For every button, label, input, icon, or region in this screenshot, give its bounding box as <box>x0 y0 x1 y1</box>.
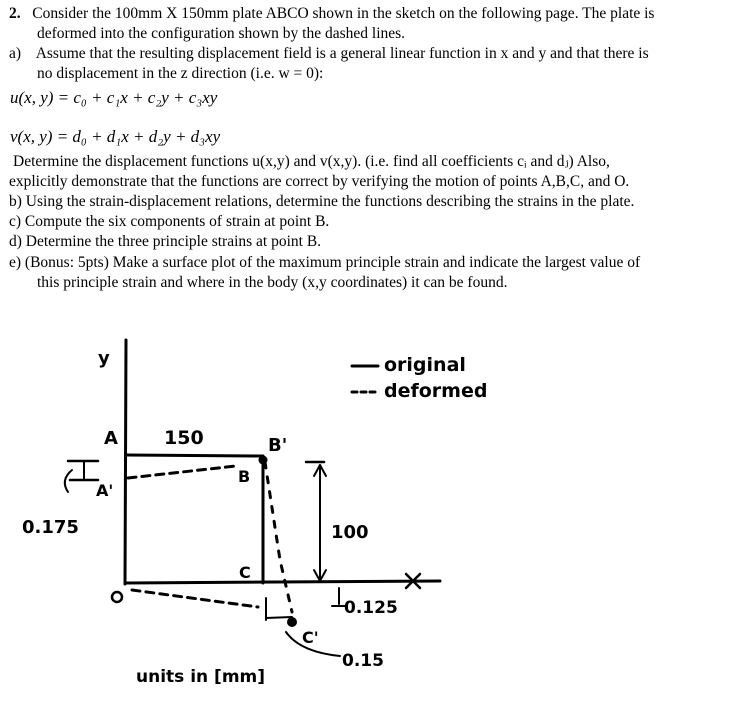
part-a-text: Assume that the resulting displacement field is a general linear function in x and y and that there is <box>35 45 649 62</box>
original-top-edge <box>126 455 262 456</box>
part-e-cont: this principle strain and where in the body (x,y coordinates) it can be found. <box>37 274 508 291</box>
label-units: units in [mm] <box>136 667 266 687</box>
point-B-marker <box>259 456 268 465</box>
problem-intro-cont: deformed into the configuration shown by the dashed lines. <box>37 25 406 42</box>
point-O-marker <box>112 592 122 602</box>
label-B: B <box>238 467 251 486</box>
label-C-down: 0.125 <box>344 598 398 618</box>
label-y: y <box>98 348 110 369</box>
label-C: C <box>239 563 251 582</box>
point-C-prime-marker <box>287 617 297 627</box>
problem-number: 2. <box>9 5 21 22</box>
label-C-prime: C' <box>302 628 319 647</box>
problem-intro: Consider the 100mm X 150mm plate ABCO shown in the sketch on the following page. The plate is <box>32 5 655 22</box>
equation-v: v(x, y) = d₀ + d₁x + d₂y + d₃xy <box>10 127 221 146</box>
determine-line-1: Determine the displacement functions u(x,y) and v(x,y). (i.e. find all coefficients cᵢ and dⱼ) Also, <box>13 153 610 170</box>
part-c: c) Compute the six components of strain at point B. <box>9 213 330 230</box>
part-a-text-cont: no displacement in the z direction (i.e. w = 0): <box>37 65 324 82</box>
legend-original: original <box>384 354 466 376</box>
label-A: A <box>104 428 118 449</box>
legend-deformed: deformed <box>384 380 488 402</box>
part-e: e) (Bonus: 5pts) Make a surface plot of the maximum principle strain and indicate the largest value of <box>9 254 641 271</box>
x-axis <box>125 581 440 583</box>
deformed-bottom-edge <box>132 590 258 607</box>
deformed-right-edge <box>265 462 292 612</box>
label-x: x <box>440 600 441 601</box>
label-width: 150 <box>164 427 204 449</box>
part-b: b) Using the strain-displacement relations, determine the functions describing the strains in the plate. <box>9 193 635 210</box>
label-B-prime: B' <box>268 435 288 456</box>
label-O: O <box>104 589 118 608</box>
equation-u: u(x, y) = c₀ + c₁x + c₂y + c₃xy <box>10 88 218 107</box>
label-A-shift: 0.175 <box>22 517 79 538</box>
label-height: 100 <box>331 522 369 543</box>
label-C-side: 0.15 <box>342 651 384 671</box>
determine-line-2: explicitly demonstrate that the functions are correct by verifying the motion of points A,B,C, and O. <box>9 173 630 190</box>
c-side-dim <box>266 617 292 618</box>
label-A-prime: A' <box>96 481 114 500</box>
part-a-label: a) <box>9 45 22 62</box>
deformed-top-edge <box>128 466 236 478</box>
y-axis <box>125 340 126 584</box>
part-d: d) Determine the three principle strains at point B. <box>9 233 322 250</box>
